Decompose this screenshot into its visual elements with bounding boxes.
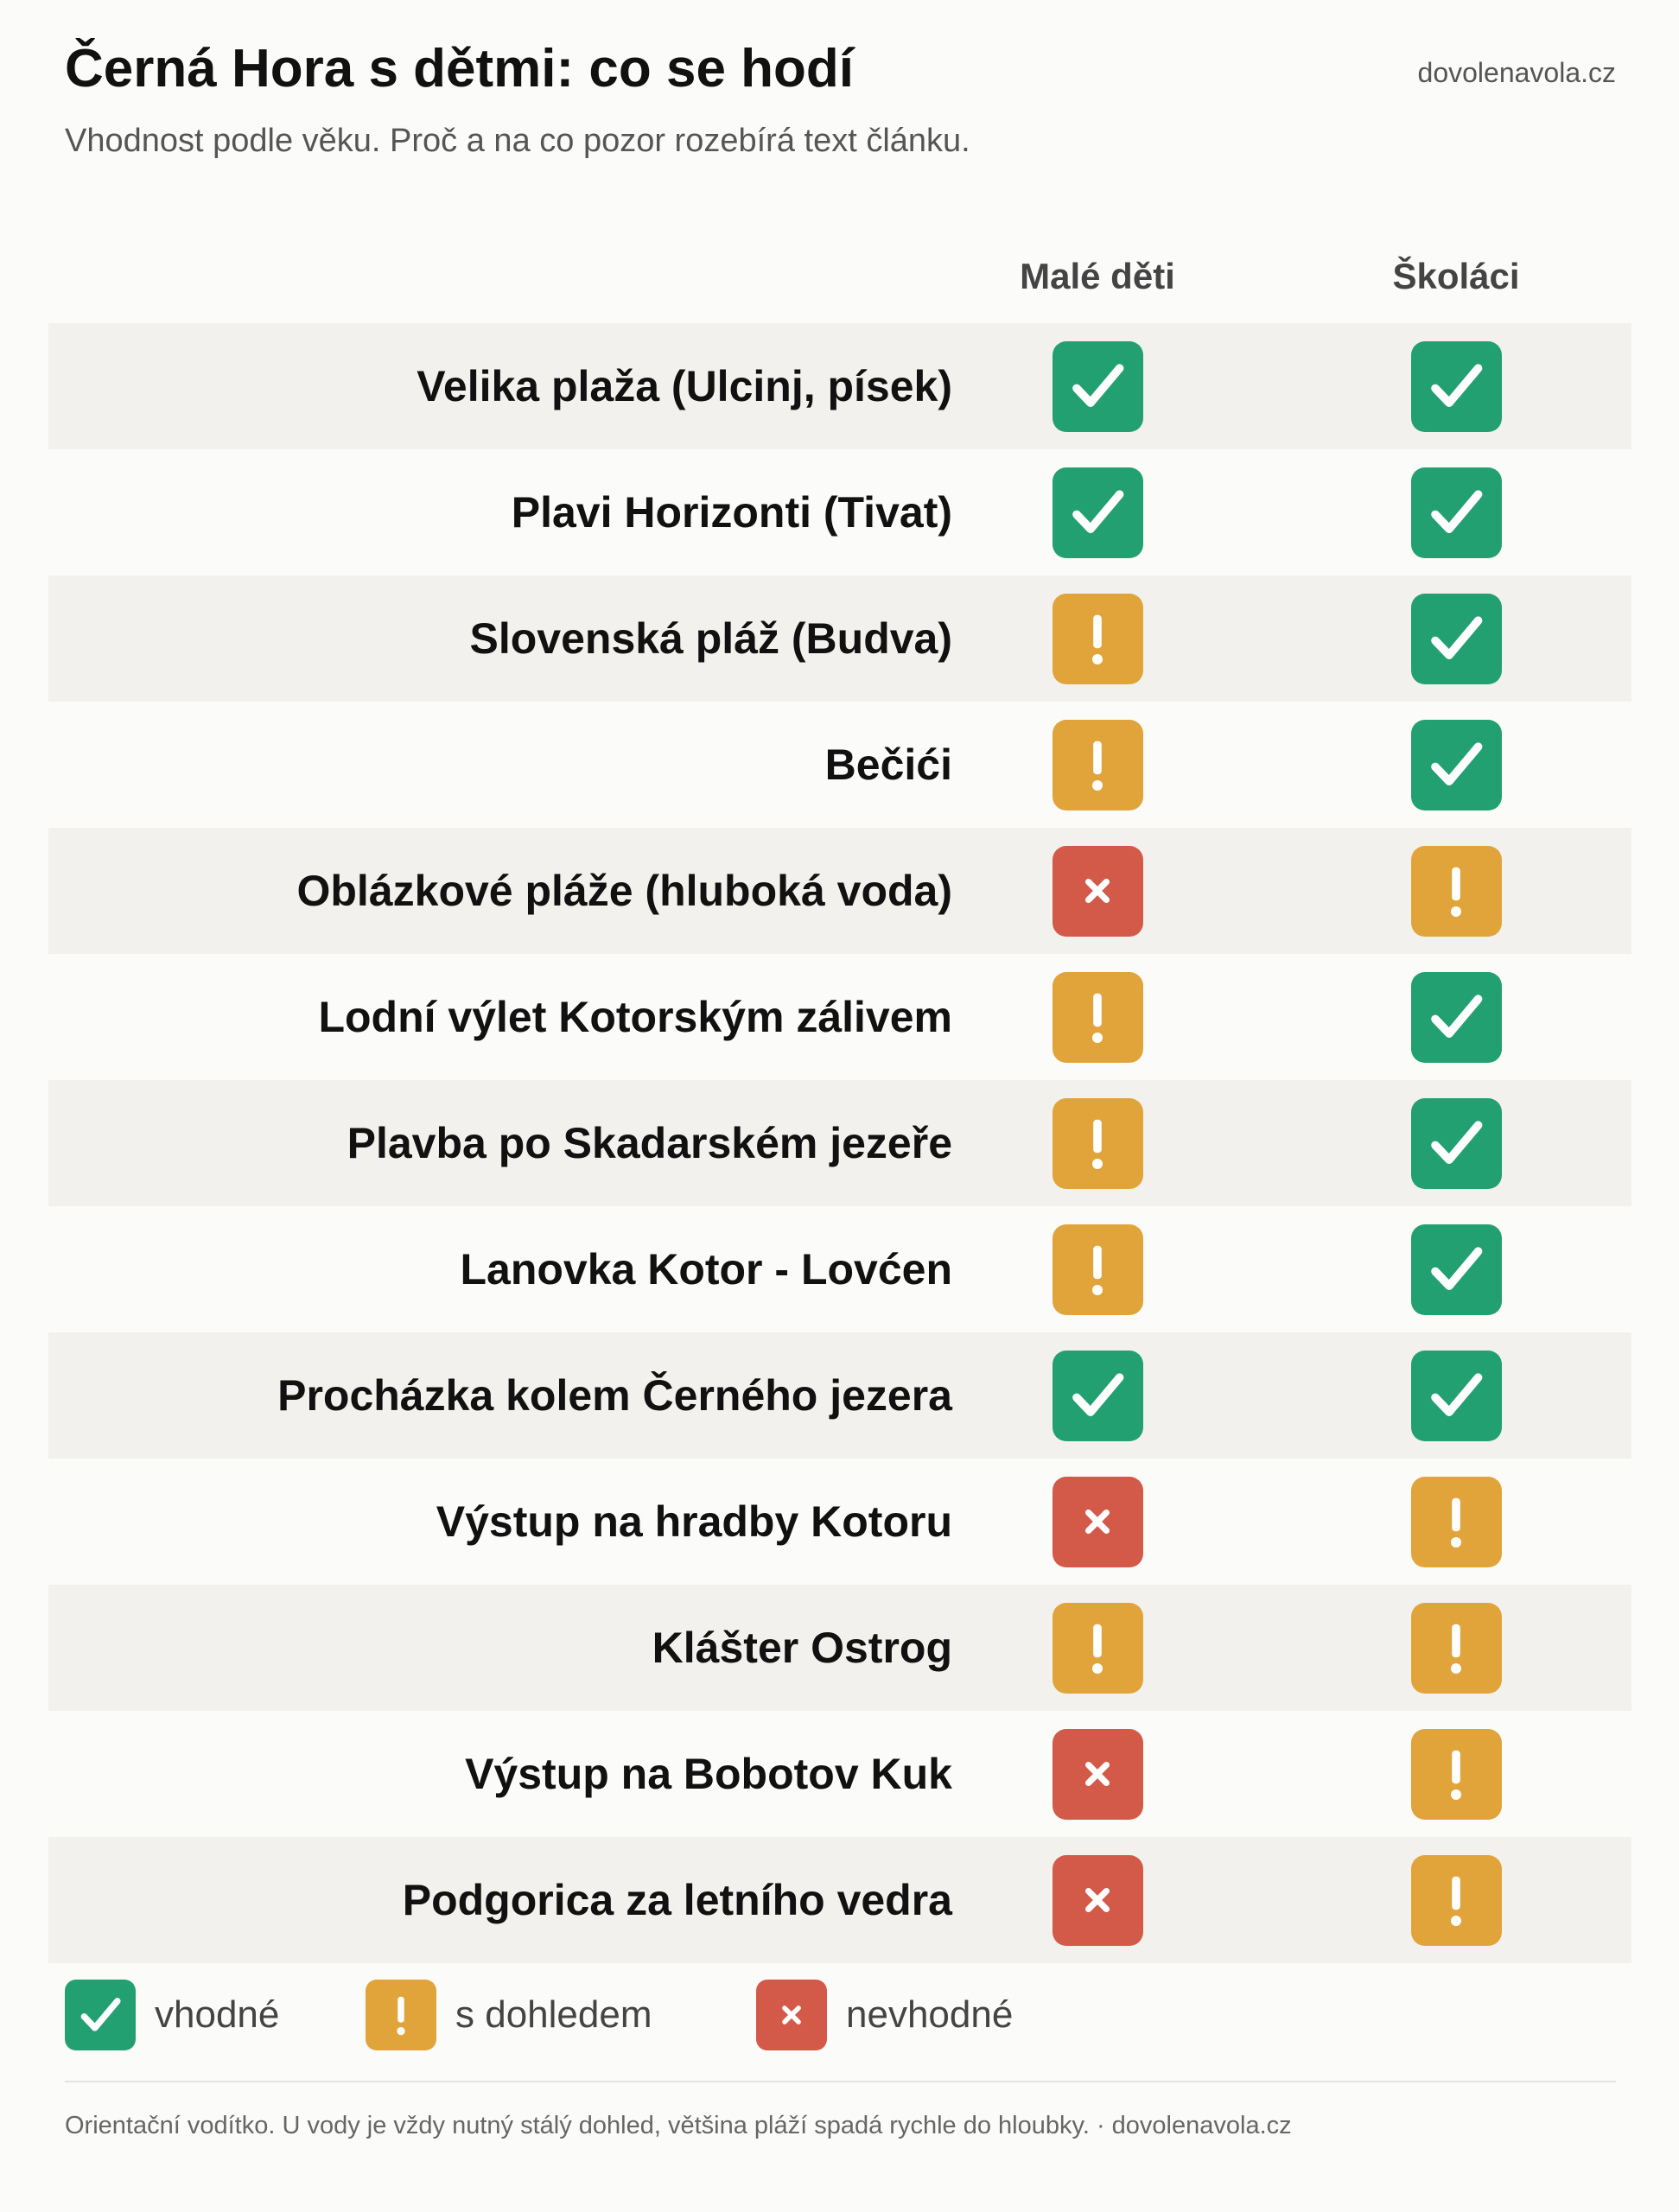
table-row (48, 1206, 1631, 1332)
column-headers (0, 246, 1679, 307)
exclamation-icon (1063, 982, 1132, 1052)
rating-cell-small-kids (1050, 1206, 1145, 1332)
rating-warn-badge (1053, 594, 1143, 684)
rating-warn-badge (1053, 1224, 1143, 1315)
exclamation-icon (1063, 1613, 1132, 1682)
check-icon (1421, 730, 1491, 799)
row-label: Oblázkové pláže (hluboká voda) (296, 867, 952, 915)
rating-cell-school-kids (1409, 1837, 1504, 1963)
check-icon (1421, 604, 1491, 673)
rating-cell-school-kids (1409, 1332, 1504, 1459)
row-label: Plavi Horizonti (Tivat) (511, 488, 952, 537)
rating-warn-badge (1411, 1603, 1502, 1694)
table-row (48, 702, 1631, 828)
rating-cell-small-kids (1050, 1332, 1145, 1459)
page-title: Černá Hora s dětmi: co se hodí (65, 39, 854, 99)
legend (65, 1979, 1534, 2051)
footnote: Orientační vodítko. U vody je vždy nutný stálý dohled, většina pláží spadá rychle do hloubky. · dovolenavola.cz (65, 2112, 1292, 2139)
rating-cell-school-kids (1409, 1206, 1504, 1332)
divider (65, 2081, 1616, 2082)
rating-ok-badge (1411, 341, 1502, 432)
check-icon (1063, 352, 1132, 421)
legend-label: nevhodné (846, 1993, 1014, 2036)
legend-item-no (756, 1979, 1013, 2051)
rating-warn-badge (1411, 1477, 1502, 1567)
exclamation-icon (1063, 1109, 1132, 1178)
rating-warn-badge (1411, 846, 1502, 937)
rating-ok-badge (1411, 1224, 1502, 1315)
rating-cell-school-kids (1409, 1459, 1504, 1585)
rating-cell-small-kids (1050, 323, 1145, 449)
rating-cell-small-kids (1050, 449, 1145, 575)
exclamation-icon (1421, 1613, 1491, 1682)
table-row (48, 575, 1631, 702)
legend-label: vhodné (155, 1993, 280, 2036)
rating-cell-school-kids (1409, 323, 1504, 449)
rating-cell-small-kids (1050, 575, 1145, 702)
rating-cell-school-kids (1409, 1711, 1504, 1837)
table-row (48, 828, 1631, 954)
suitability-table (48, 323, 1631, 1963)
rating-ok-badge (1053, 341, 1143, 432)
legend-label: s dohledem (455, 1993, 652, 2036)
rating-no-badge (1053, 1477, 1143, 1567)
exclamation-icon (1063, 730, 1132, 799)
rating-cell-small-kids (1050, 1711, 1145, 1837)
rating-warn-badge (1411, 1855, 1502, 1946)
cross-icon (765, 1988, 818, 2042)
rating-no-badge (1053, 1729, 1143, 1820)
table-row (48, 1080, 1631, 1206)
rating-cell-small-kids (1050, 702, 1145, 828)
rating-cell-school-kids (1409, 1585, 1504, 1711)
header (65, 35, 1616, 164)
rating-cell-school-kids (1409, 702, 1504, 828)
check-icon (1421, 1361, 1491, 1430)
rating-cell-school-kids (1409, 828, 1504, 954)
table-row (48, 1332, 1631, 1459)
row-label: Výstup na Bobotov Kuk (465, 1750, 952, 1798)
table-row (48, 1711, 1631, 1837)
row-label: Klášter Ostrog (652, 1624, 952, 1672)
column-header-small-kids: Malé děti (1020, 256, 1175, 296)
rating-warn-badge (1053, 1098, 1143, 1189)
rating-cell-small-kids (1050, 1080, 1145, 1206)
rating-cell-small-kids (1050, 1585, 1145, 1711)
row-label: Velika plaža (Ulcinj, písek) (417, 362, 952, 410)
check-icon (1421, 1109, 1491, 1178)
row-label: Podgorica za letního vedra (402, 1876, 952, 1924)
rating-ok-badge (1411, 1098, 1502, 1189)
table-row (48, 954, 1631, 1080)
rating-cell-small-kids (1050, 954, 1145, 1080)
legend-item-warn (366, 1979, 652, 2051)
row-label: Lodní výlet Kotorským zálivem (318, 993, 952, 1041)
cross-icon (1063, 1739, 1132, 1808)
rating-warn-badge (1053, 720, 1143, 810)
rating-ok-badge (1411, 720, 1502, 810)
exclamation-icon (374, 1988, 428, 2042)
row-label: Procházka kolem Černého jezera (277, 1371, 952, 1420)
rating-cell-small-kids (1050, 1459, 1145, 1585)
rating-no-badge (1053, 1855, 1143, 1946)
table-row (48, 1837, 1631, 1963)
exclamation-icon (1063, 604, 1132, 673)
cross-icon (1063, 1487, 1132, 1556)
check-icon (73, 1988, 127, 2042)
exclamation-icon (1421, 1739, 1491, 1808)
rating-cell-school-kids (1409, 449, 1504, 575)
exclamation-icon (1421, 1866, 1491, 1935)
brand-label: dovolenavola.cz (1417, 57, 1616, 88)
rating-cell-school-kids (1409, 954, 1504, 1080)
rating-warn-badge (1053, 972, 1143, 1063)
check-icon (1063, 478, 1132, 547)
row-label: Lanovka Kotor - Lovćen (460, 1245, 952, 1294)
table-row (48, 1459, 1631, 1585)
legend-item-ok (65, 1979, 279, 2051)
rating-warn-badge (1411, 1729, 1502, 1820)
row-label: Bečići (824, 741, 952, 789)
rating-cell-school-kids (1409, 575, 1504, 702)
rating-ok-badge (1053, 467, 1143, 558)
exclamation-icon (1421, 1487, 1491, 1556)
rating-ok-badge (1411, 972, 1502, 1063)
table-row (48, 449, 1631, 575)
check-icon (1421, 352, 1491, 421)
table-row (48, 1585, 1631, 1711)
row-label: Slovenská pláž (Budva) (469, 614, 952, 663)
rating-cell-small-kids (1050, 1837, 1145, 1963)
rating-warn-badge (1053, 1603, 1143, 1694)
row-label: Výstup na hradby Kotoru (436, 1497, 952, 1546)
legend-warn-badge (366, 1980, 436, 2050)
check-icon (1421, 478, 1491, 547)
rating-ok-badge (1411, 467, 1502, 558)
cross-icon (1063, 856, 1132, 925)
cross-icon (1063, 1866, 1132, 1935)
legend-no-badge (756, 1980, 827, 2050)
rating-ok-badge (1053, 1351, 1143, 1441)
rating-cell-school-kids (1409, 1080, 1504, 1206)
legend-ok-badge (65, 1980, 136, 2050)
row-label: Plavba po Skadarském jezeře (347, 1119, 952, 1167)
rating-cell-small-kids (1050, 828, 1145, 954)
check-icon (1421, 982, 1491, 1052)
rating-no-badge (1053, 846, 1143, 937)
exclamation-icon (1063, 1235, 1132, 1304)
column-header-school-kids: Školáci (1392, 256, 1520, 296)
check-icon (1063, 1361, 1132, 1430)
exclamation-icon (1421, 856, 1491, 925)
rating-ok-badge (1411, 594, 1502, 684)
rating-ok-badge (1411, 1351, 1502, 1441)
check-icon (1421, 1235, 1491, 1304)
page-subtitle: Vhodnost podle věku. Proč a na co pozor rozebírá text článku. (65, 123, 970, 159)
table-row (48, 323, 1631, 449)
